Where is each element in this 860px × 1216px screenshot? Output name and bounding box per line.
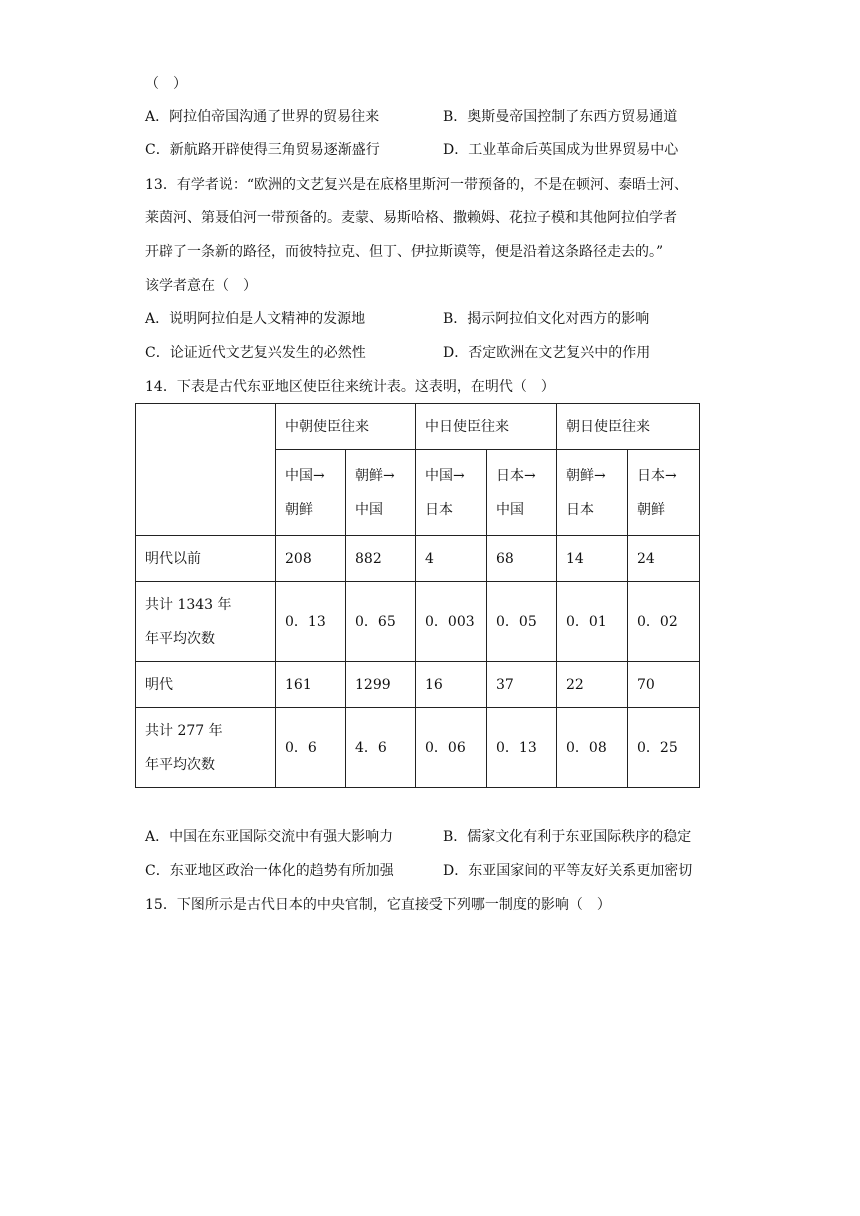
subheader-korea-to-china: 朝鲜→ 中国: [346, 450, 416, 536]
subheader-china-to-korea: 中国→ 朝鲜: [276, 450, 346, 536]
row-label: 共计 277 年 年平均次数: [136, 708, 276, 788]
table-cell: 0．13: [276, 582, 346, 662]
group-header-china-korea: 中朝使臣往来: [276, 404, 416, 450]
q15-stem: 15．下图所示是古代日本的中央官制，它直接受下列哪一制度的影响（ ）: [145, 897, 611, 913]
q14-stem: 14．下表是古代东亚地区使臣往来统计表。这表明，在明代（ ）: [145, 379, 555, 395]
table-cell: 208: [276, 536, 346, 582]
q13-option-b: B．揭示阿拉伯文化对西方的影响: [443, 311, 650, 327]
q13-option-d: D．否定欧洲在文艺复兴中的作用: [443, 345, 651, 361]
table-cell: 0．08: [557, 708, 628, 788]
q13-stem-line-2: 莱茵河、第聂伯河一带预备的。麦蒙、易斯哈格、撒赖姆、花拉子模和其他阿拉伯学者: [145, 210, 677, 226]
envoy-statistics-table: [135, 403, 700, 788]
q12-option-a: A．阿拉伯帝国沟通了世界的贸易往来: [145, 109, 380, 125]
q12-option-b: B．奥斯曼帝国控制了东西方贸易通道: [443, 109, 678, 125]
q13-stem-line-1: 13．有学者说：“欧洲的文艺复兴是在底格里斯河一带预备的，不是在顿河、泰晤士河、: [145, 177, 688, 193]
table-cell: 37: [487, 662, 557, 708]
table-cell: 24: [628, 536, 700, 582]
subheader-china-to-japan: 中国→ 日本: [416, 450, 487, 536]
group-header-korea-japan: 朝日使臣往来: [557, 404, 700, 450]
corner-cell: [136, 404, 276, 536]
row-label: 共计 1343 年 年平均次数: [136, 582, 276, 662]
table-cell: 0．003: [416, 582, 487, 662]
q13-stem-line-4: 该学者意在（ ）: [145, 278, 257, 294]
q13-option-c: C．论证近代文艺复兴发生的必然性: [145, 345, 366, 361]
table-cell: 16: [416, 662, 487, 708]
table-cell: 0．65: [346, 582, 416, 662]
table-cell: 0．01: [557, 582, 628, 662]
table-cell: 0．06: [416, 708, 487, 788]
table-cell: 22: [557, 662, 628, 708]
table-cell: 70: [628, 662, 700, 708]
q12-option-c: C．新航路开辟使得三角贸易逐渐盛行: [145, 142, 380, 158]
q13-option-a: A．说明阿拉伯是人文精神的发源地: [145, 311, 366, 327]
subheader-japan-to-china: 日本→ 中国: [487, 450, 557, 536]
q12-stem-tail: （ ）: [145, 76, 187, 92]
table-row: [136, 582, 700, 662]
table-cell: 0．05: [487, 582, 557, 662]
table-cell: 4: [416, 536, 487, 582]
group-header-china-japan: 中日使臣往来: [416, 404, 557, 450]
table-cell: 14: [557, 536, 628, 582]
table-cell: 68: [487, 536, 557, 582]
subheader-japan-to-korea: 日本→ 朝鲜: [628, 450, 700, 536]
row-label: 明代以前: [136, 536, 276, 582]
q14-option-d: D．东亚国家间的平等友好关系更加密切: [443, 863, 693, 879]
table-cell: 4．6: [346, 708, 416, 788]
q14-option-a: A．中国在东亚国际交流中有强大影响力: [145, 829, 394, 845]
q14-option-c: C．东亚地区政治一体化的趋势有所加强: [145, 863, 394, 879]
table-header-row: [136, 404, 700, 450]
table-cell: 0．25: [628, 708, 700, 788]
table-cell: 882: [346, 536, 416, 582]
table-cell: 0．02: [628, 582, 700, 662]
q13-stem-line-3: 开辟了一条新的路径，而彼特拉克、但丁、伊拉斯谟等，便是沿着这条路径走去的。”: [145, 244, 664, 260]
q14-option-b: B．儒家文化有利于东亚国际秩序的稳定: [443, 829, 692, 845]
table-cell: 1299: [346, 662, 416, 708]
q12-option-d: D．工业革命后英国成为世界贸易中心: [443, 142, 679, 158]
table-cell: 0．13: [487, 708, 557, 788]
table-row: [136, 708, 700, 788]
table-row: [136, 662, 700, 708]
table-cell: 161: [276, 662, 346, 708]
table-cell: 0．6: [276, 708, 346, 788]
row-label: 明代: [136, 662, 276, 708]
table-row: [136, 536, 700, 582]
subheader-korea-to-japan: 朝鲜→ 日本: [557, 450, 628, 536]
